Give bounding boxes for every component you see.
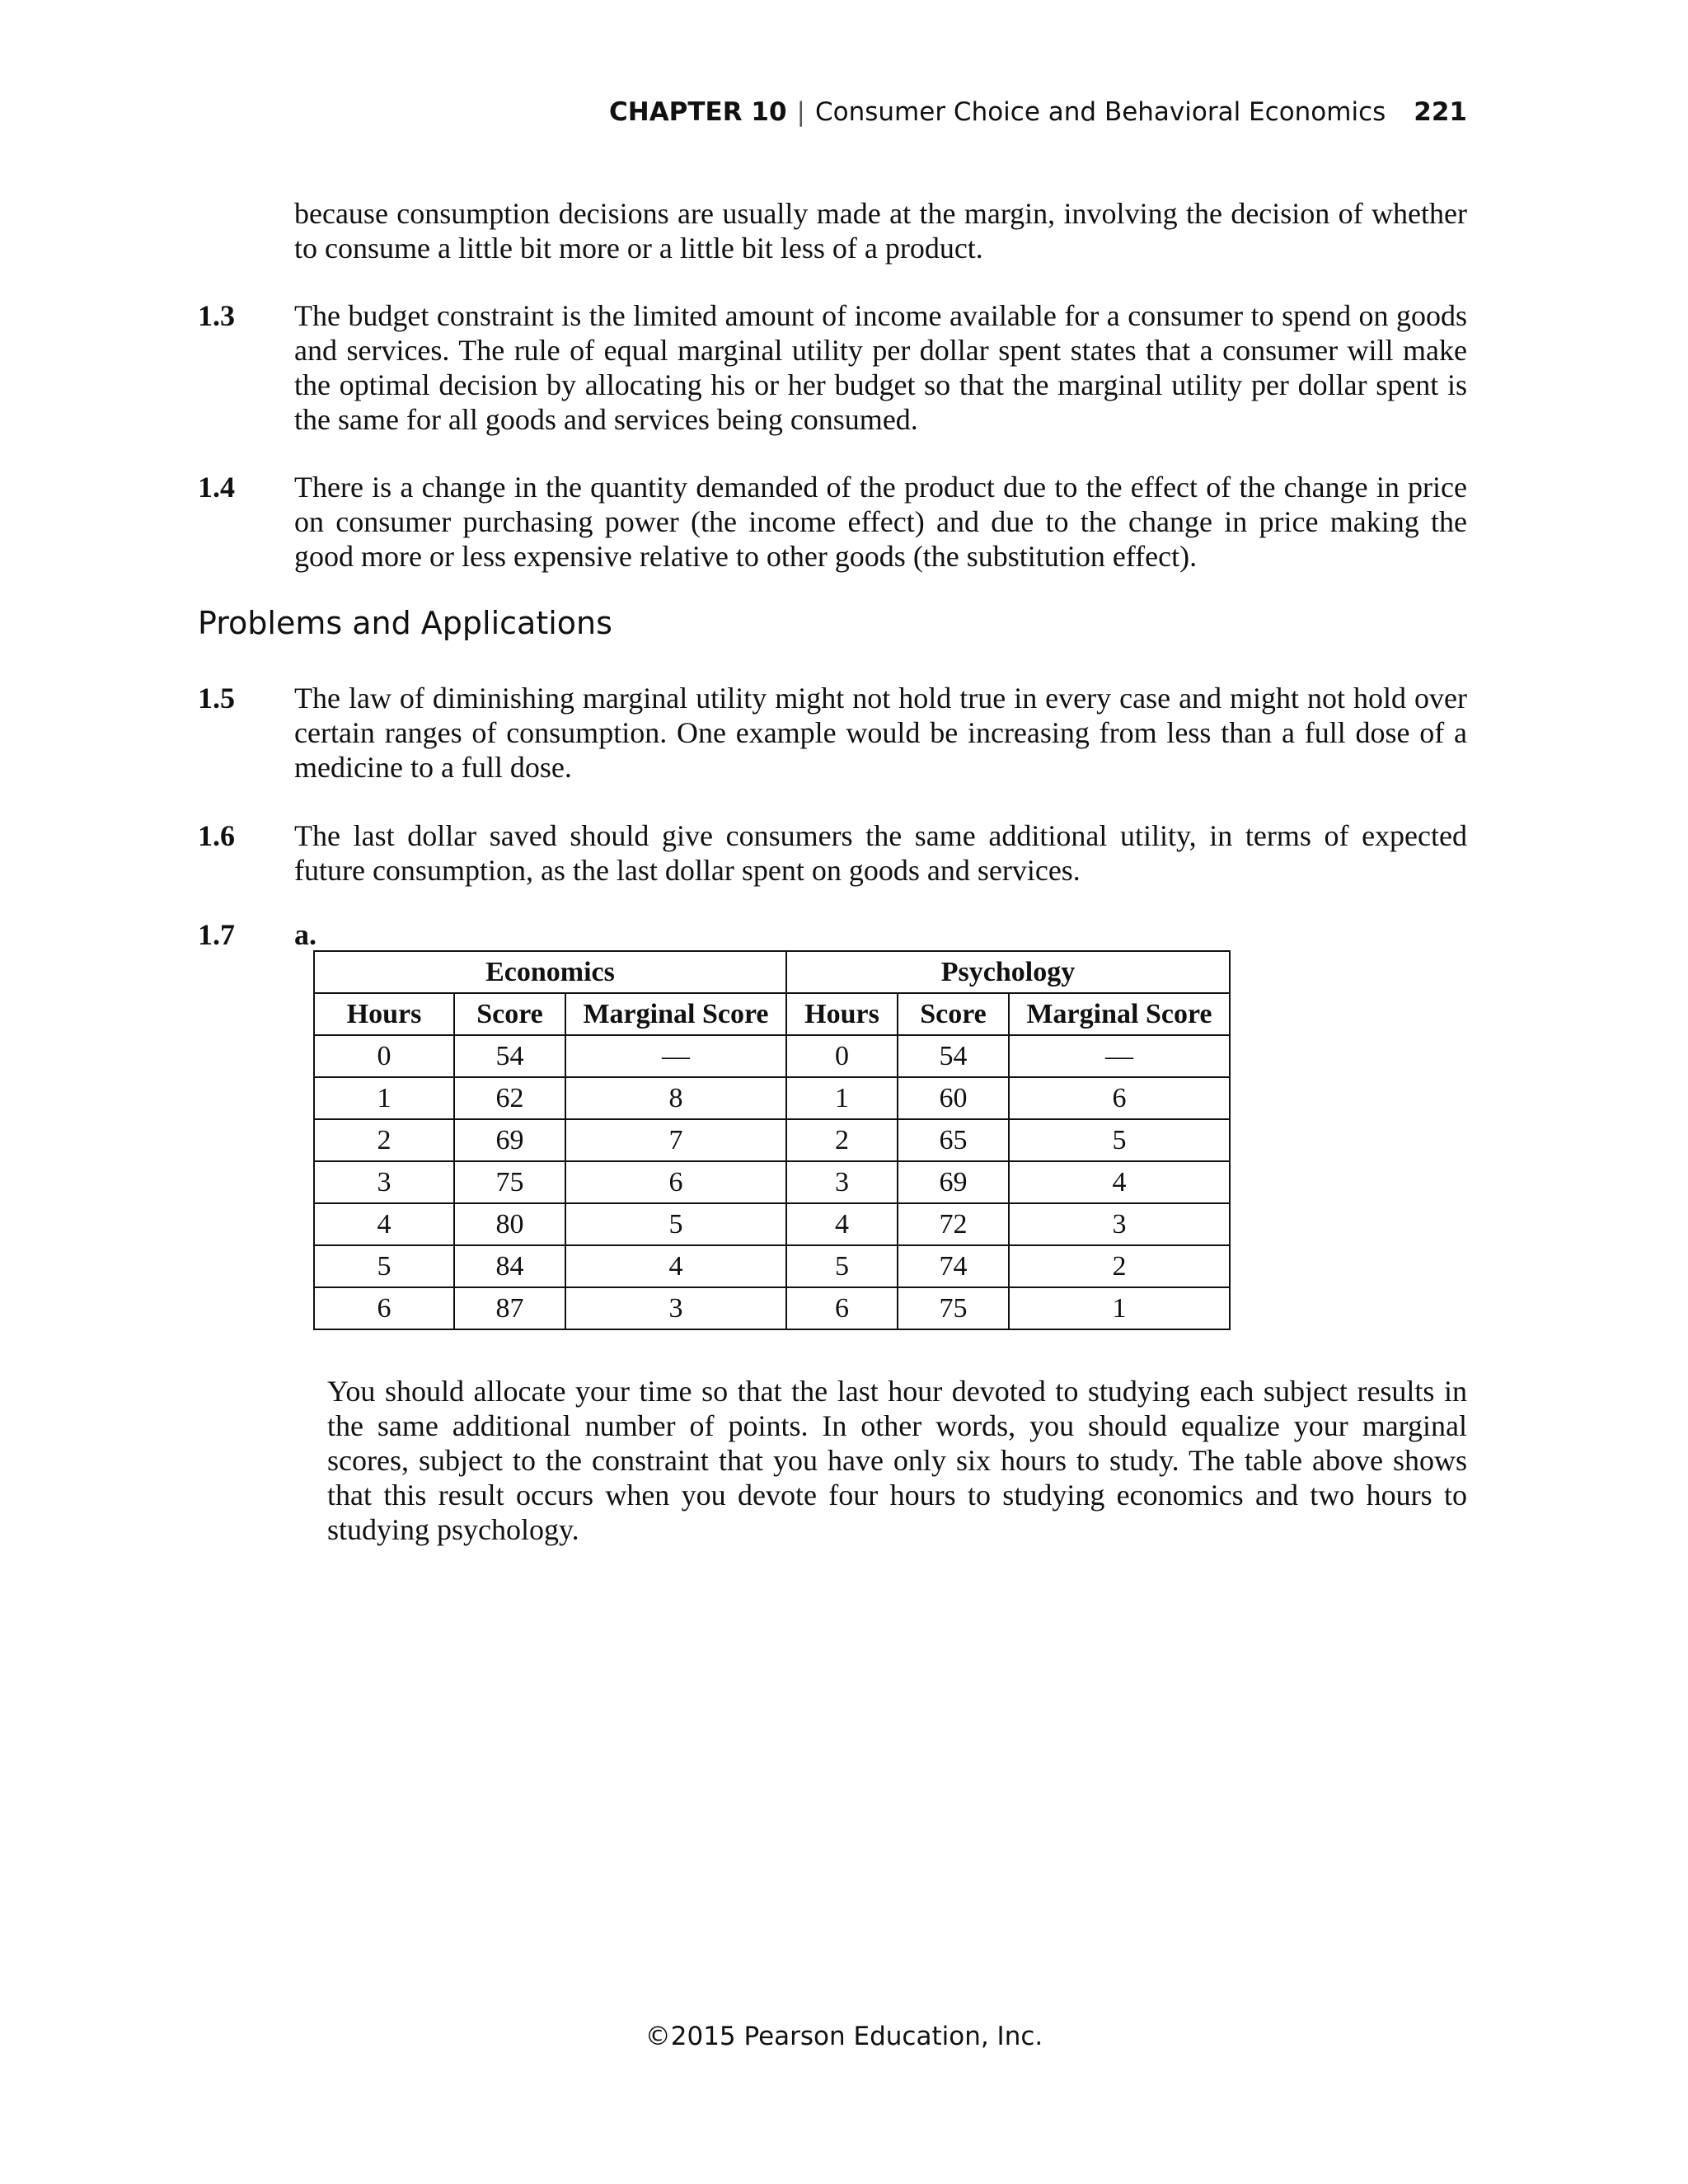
page-number: 221 <box>1414 97 1467 127</box>
table-row <box>314 1203 1230 1245</box>
table-cell: 54 <box>898 1035 1009 1077</box>
chapter-title: Consumer Choice and Behavioral Economics <box>815 97 1386 127</box>
table-cell: 54 <box>454 1035 565 1077</box>
table-cell: 5 <box>565 1203 786 1245</box>
table-row <box>314 1035 1230 1077</box>
column-header: Marginal Score <box>1009 993 1230 1035</box>
table-cell: 62 <box>454 1077 565 1119</box>
item-number-1-3: 1.3 <box>198 299 235 332</box>
item-number-1-7: 1.7 <box>198 918 235 951</box>
column-header: Hours <box>314 993 454 1035</box>
table-cell: 5 <box>1009 1119 1230 1161</box>
column-header: Marginal Score <box>565 993 786 1035</box>
table-cell: 6 <box>1009 1077 1230 1119</box>
item-text-1-4: There is a change in the quantity demanded of the product due to the effect of the change in price on consumer purchasing power (the income effect) and due to the change in price making the good more or less expensive relative to other goods (the substitution effect). <box>294 471 1467 573</box>
table-cell: 69 <box>454 1119 565 1161</box>
table-cell: 6 <box>565 1161 786 1203</box>
table-row <box>314 1077 1230 1119</box>
item-text-1-3: The budget constraint is the limited amount of income available for a consumer to spend on goods and services. The rule of equal marginal utility per dollar spent states that a consumer will make the optimal decision by allocating his or her budget so that the marginal utility per dollar spent is the same for all goods and services being consumed. <box>294 299 1467 436</box>
table-cell: 5 <box>786 1245 898 1287</box>
group-header-row <box>314 951 1230 993</box>
header-separator: | <box>796 97 805 127</box>
table-cell: 4 <box>1009 1161 1230 1203</box>
table-cell: 65 <box>898 1119 1009 1161</box>
running-header <box>609 97 1467 127</box>
column-header: Score <box>454 993 565 1035</box>
chapter-label: CHAPTER 10 <box>609 97 787 127</box>
table-cell: 0 <box>786 1035 898 1077</box>
table-cell: 1 <box>314 1077 454 1119</box>
study-score-table <box>313 950 1231 1330</box>
table-cell: 1 <box>1009 1287 1230 1329</box>
table-cell: 2 <box>314 1119 454 1161</box>
table-cell: 80 <box>454 1203 565 1245</box>
table-row <box>314 1287 1230 1329</box>
table-cell: 3 <box>565 1287 786 1329</box>
table-cell: 84 <box>454 1245 565 1287</box>
table-cell: 4 <box>786 1203 898 1245</box>
table-cell: 75 <box>898 1287 1009 1329</box>
column-header: Hours <box>786 993 898 1035</box>
table-cell: 3 <box>1009 1203 1230 1245</box>
item-text-1-5: The law of diminishing marginal utility might not hold true in every case and might not hold over certain ranges of consumption. One example would be increasing from less than a full dose of a medicine to a full dose. <box>294 682 1467 784</box>
table-cell: 8 <box>565 1077 786 1119</box>
table-row <box>314 1161 1230 1203</box>
intro-continuation: because consumption decisions are usually made at the margin, involving the decision of whether to consume a little bit more or a little bit less of a product. <box>294 197 1467 265</box>
column-header-row <box>314 993 1230 1035</box>
item-number-1-6: 1.6 <box>198 819 235 852</box>
table-cell: 69 <box>898 1161 1009 1203</box>
table-cell: 3 <box>314 1161 454 1203</box>
table-cell: — <box>565 1035 786 1077</box>
table-cell: 1 <box>786 1077 898 1119</box>
table-cell: 72 <box>898 1203 1009 1245</box>
table-row <box>314 1245 1230 1287</box>
table-cell: 74 <box>898 1245 1009 1287</box>
table-cell: 5 <box>314 1245 454 1287</box>
table-cell: 60 <box>898 1077 1009 1119</box>
table-cell: 3 <box>786 1161 898 1203</box>
table-cell: 87 <box>454 1287 565 1329</box>
table-cell: 4 <box>314 1203 454 1245</box>
group-header-economics: Economics <box>314 951 786 993</box>
column-header: Score <box>898 993 1009 1035</box>
copyright-footer: ©2015 Pearson Education, Inc. <box>645 2022 1043 2051</box>
table-cell: 0 <box>314 1035 454 1077</box>
table-cell: 6 <box>786 1287 898 1329</box>
section-heading: Problems and Applications <box>198 605 612 641</box>
table-cell: 4 <box>565 1245 786 1287</box>
item-text-1-6: The last dollar saved should give consumers the same additional utility, in terms of expected future consumption, as the last dollar spent on goods and services. <box>294 819 1467 887</box>
table-cell: — <box>1009 1035 1230 1077</box>
table-cell: 7 <box>565 1119 786 1161</box>
closing-paragraph: You should allocate your time so that the last hour devoted to studying each subject results in the same additional number of points. In other words, you should equalize your marginal scores, subject to the constraint that you have only six hours to study. The table above shows that this result occurs when you devote four hours to studying economics and two hours to studying psychology. <box>327 1375 1467 1546</box>
group-header-psychology: Psychology <box>786 951 1230 993</box>
table-cell: 75 <box>454 1161 565 1203</box>
table-cell: 2 <box>1009 1245 1230 1287</box>
table-cell: 6 <box>314 1287 454 1329</box>
item-part-label: a. <box>294 918 316 951</box>
item-number-1-4: 1.4 <box>198 471 235 504</box>
table-row <box>314 1119 1230 1161</box>
table-cell: 2 <box>786 1119 898 1161</box>
item-number-1-5: 1.5 <box>198 682 235 715</box>
